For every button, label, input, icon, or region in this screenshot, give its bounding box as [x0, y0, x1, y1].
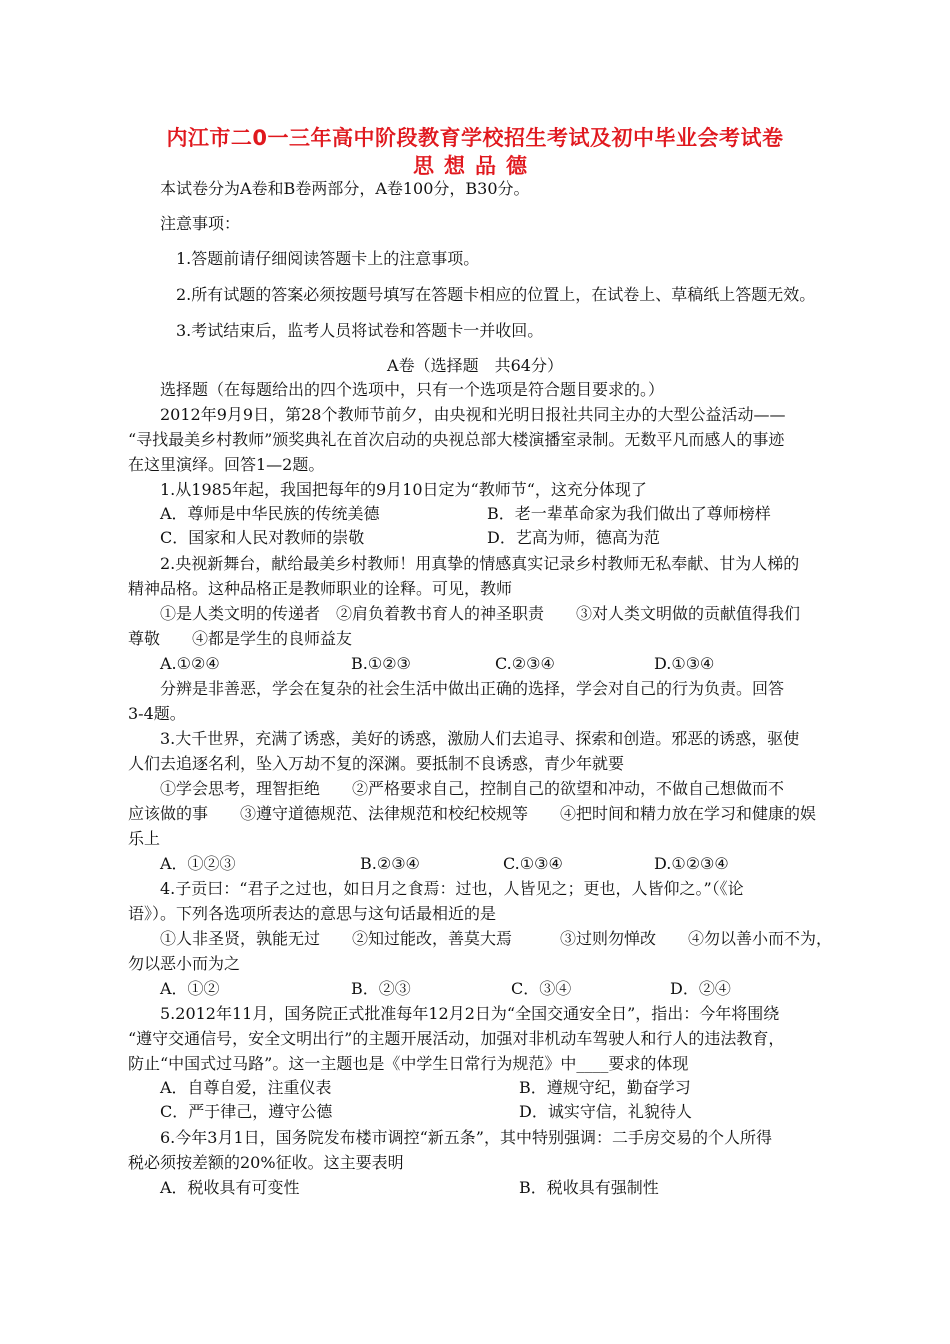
notice-item: 3.考试结束后，监考人员将试卷和答题卡一并收回。 [176, 321, 544, 340]
question-stem: ①人非圣贤，孰能无过 ②知过能改，善莫大焉 ③过则勿惮改 ④勿以善小而不为， [160, 929, 833, 948]
option-b: B．老一辈革命家为我们做出了尊师榜样 [487, 504, 771, 523]
question-stem: 防止“中国式过马路”。这一主题也是《中学生日常行为规范》中____要求的体现 [128, 1054, 689, 1073]
exam-subject: 思想品德 [413, 154, 537, 178]
option-c: C.②③④ [495, 654, 555, 673]
question-stem: 5.2012年11月，国务院正式批准每年12月2日为“全国交通安全日”，指出：今年将围绕 [160, 1004, 780, 1023]
question-stem: 乐上 [128, 829, 161, 848]
question-stem: 人们去追逐名利，坠入万劫不复的深渊。要抵制不良诱惑，青少年就要 [128, 754, 625, 773]
option-b: B．②③ [351, 979, 411, 998]
option-b: B.①②③ [351, 654, 411, 673]
question-stem: 勿以恶小而为之 [128, 954, 241, 973]
option-a: A．①② [160, 979, 220, 998]
question-stem: 2.央视新舞台，献给最美乡村教师！用真挚的情感真实记录乡村教师无私奉献、甘为人梯的 [160, 554, 800, 573]
notice-item: 2.所有试题的答案必须按题号填写在答题卡相应的位置上，在试卷上、草稿纸上答题无效。 [176, 285, 816, 304]
exam-title: 内江市二0一三年高中阶段教育学校招生考试及初中毕业会考试卷 [166, 126, 784, 150]
material-line: 分辨是非善恶，学会在复杂的社会生活中做出正确的选择，学会对自己的行为负责。回答 [160, 679, 785, 698]
section-heading: A卷（选择题 共64分） [387, 356, 563, 375]
option-c: C.①③④ [503, 854, 563, 873]
notice-title: 注意事项： [160, 214, 241, 233]
question-stem: 6.今年3月1日，国务院发布楼市调控“新五条”，其中特别强调：二手房交易的个人所得 [160, 1128, 772, 1147]
option-a: A．税收具有可变性 [160, 1178, 300, 1197]
material-line: 3-4题。 [128, 704, 186, 723]
paper-info: 本试卷分为A卷和B卷两部分，A卷100分，B30分。 [160, 179, 530, 198]
material-line: 2012年9月9日，第28个教师节前夕，由央视和光明日报社共同主办的大型公益活动—— [160, 405, 786, 424]
material-line: “寻找最美乡村教师”颁奖典礼在首次启动的央视总部大楼演播室录制。无数平凡而感人的事迹 [128, 430, 785, 449]
option-b: B．税收具有强制性 [519, 1178, 659, 1197]
question-stem: ①是人类文明的传递者 ②肩负着教书育人的神圣职责 ③对人类文明做的贡献值得我们 [160, 604, 801, 623]
question-stem: 精神品格。这种品格正是教师职业的诠释。可见，教师 [128, 579, 513, 598]
option-c: C．国家和人民对教师的崇敬 [160, 528, 365, 547]
option-d: D．②④ [670, 979, 731, 998]
option-a: A．尊师是中华民族的传统美德 [160, 504, 380, 523]
question-stem: “遵守交通信号，安全文明出行”的主题开展活动，加强对非机动车驾驶人和行人的违法教育， [128, 1029, 785, 1048]
option-c: C．严于律己，遵守公德 [160, 1102, 333, 1121]
option-a: A．①②③ [160, 854, 236, 873]
option-d: D.①②③④ [654, 854, 729, 873]
option-d: D．诚实守信，礼貌待人 [519, 1102, 692, 1121]
question-stem: 4.子贡曰：“君子之过也，如日月之食焉：过也，人皆见之；更也，人皆仰之。”（《论 [160, 879, 744, 898]
question-stem: 税必须按差额的20%征收。这主要表明 [128, 1153, 404, 1172]
option-a: A.①②④ [160, 654, 220, 673]
question-stem: ①学会思考，理智拒绝 ②严格要求自己，控制自己的欲望和冲动，不做自己想做而不 [160, 779, 785, 798]
option-d: D.①③④ [654, 654, 715, 673]
option-b: B.②③④ [360, 854, 420, 873]
question-stem: 尊敬 ④都是学生的良师益友 [128, 629, 353, 648]
material-line: 在这里演绎。回答1—2题。 [128, 455, 325, 474]
option-b: B．遵规守纪，勤奋学习 [519, 1078, 691, 1097]
question-stem: 应该做的事 ③遵守道德规范、法律规范和校纪校规等 ④把时间和精力放在学习和健康的娱 [128, 804, 817, 823]
notice-item: 1.答题前请仔细阅读答题卡上的注意事项。 [176, 249, 480, 268]
question-stem: 3.大千世界，充满了诱惑，美好的诱惑，激励人们去追寻、探索和创造。邪恶的诱惑，驱使 [160, 729, 800, 748]
option-d: D．艺高为师，德高为范 [487, 528, 660, 547]
question-stem: 语》）。下列各选项所表达的意思与这句话最相近的是 [128, 904, 497, 923]
section-instruction: 选择题（在每题给出的四个选项中，只有一个选项是符合题目要求的。） [160, 380, 665, 399]
option-a: A．自尊自爱，注重仪表 [160, 1078, 332, 1097]
question-stem: 1.从1985年起，我国把每年的9月10日定为“教师节“，这充分体现了 [160, 480, 647, 499]
option-c: C．③④ [511, 979, 572, 998]
